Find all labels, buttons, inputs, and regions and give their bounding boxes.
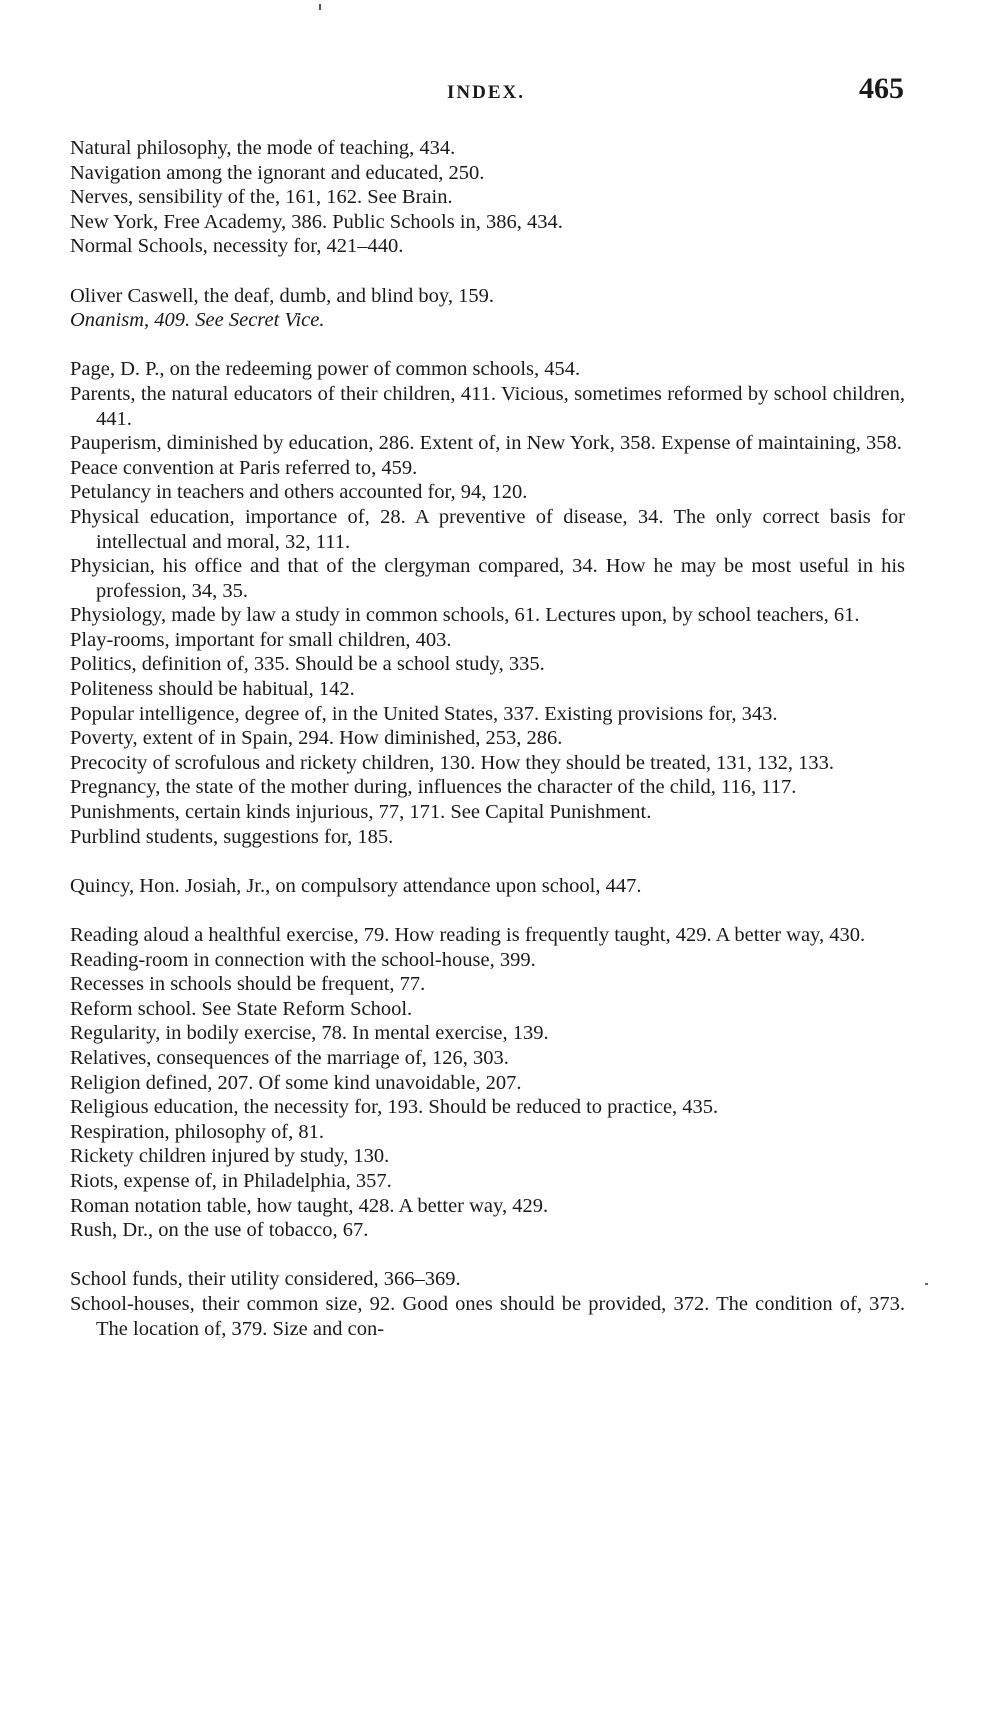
index-entry (70, 1095, 905, 1120)
entry-text: Navigation among the ignorant and educated, 250. (70, 161, 485, 184)
entry-text: Physiology, made by law a study in common schools, 61. Lectures upon, by school teachers, 61. (70, 604, 860, 627)
entry-text: Page, D. P., on the redeeming power of common schools, 454. (70, 358, 581, 381)
ink-smudge (319, 4, 321, 10)
index-entry (70, 480, 905, 505)
entry-text: Politics, definition of, 335. Should be a school study, 335. (70, 653, 545, 676)
index-entry (70, 1169, 905, 1194)
index-entry (70, 800, 905, 825)
entry-text: Religious education, the necessity for, 193. Should be reduced to practice, 435. (70, 1096, 719, 1119)
entry-text: New York, Free Academy, 386. Public Schools in, 386, 434. (70, 210, 563, 233)
index-entry (70, 874, 905, 899)
index-entry (70, 1021, 905, 1046)
index-entry (70, 948, 905, 973)
index-entry (70, 210, 905, 235)
entry-text: Popular intelligence, degree of, in the United States, 337. Existing provisions for, 343. (70, 702, 778, 725)
index-entry (70, 357, 905, 382)
index-entry (70, 284, 905, 309)
index-entry (70, 308, 905, 333)
entry-text: Reform school. See State Reform School. (70, 997, 413, 1020)
index-section-s (70, 1267, 905, 1341)
index-entry (70, 751, 905, 776)
index-entries (70, 136, 905, 1366)
index-entry (70, 456, 905, 481)
index-entry (70, 505, 905, 554)
index-entry (70, 628, 905, 653)
entry-text: Regularity, in bodily exercise, 78. In mental exercise, 139. (70, 1022, 549, 1045)
entry-text: Nerves, sensibility of the, 161, 162. See Brain. (70, 186, 453, 209)
index-entry (70, 1218, 905, 1243)
entry-text: Quincy, Hon. Josiah, Jr., on compulsory attendance upon school, 447. (70, 874, 642, 897)
index-section-n (70, 136, 905, 259)
index-entry (70, 431, 905, 456)
index-entry (70, 136, 905, 161)
entry-text: Punishments, certain kinds injurious, 77, 171. See Capital Punishment. (70, 801, 652, 824)
index-entry (70, 234, 905, 259)
entry-text: Rush, Dr., on the use of tobacco, 67. (70, 1219, 369, 1242)
entry-text: Play-rooms, important for small children, 403. (70, 628, 452, 651)
entry-text: Riots, expense of, in Philadelphia, 357. (70, 1169, 392, 1192)
index-entry (70, 382, 905, 431)
entry-text: Respiration, philosophy of, 81. (70, 1120, 324, 1143)
entry-text: Poverty, extent of in Spain, 294. How diminished, 253, 286. (70, 727, 563, 750)
entry-text: Oliver Caswell, the deaf, dumb, and blind boy, 159. (70, 284, 494, 307)
entry-text: Physical education, importance of, 28. A preventive of disease, 34. The only correct basis for intellectual and moral, 32, 111. (70, 505, 905, 553)
index-section-q (70, 874, 905, 899)
index-entry (70, 972, 905, 997)
page-number: 465 (859, 72, 904, 105)
index-entry (70, 1144, 905, 1169)
entry-text: Physician, his office and that of the clergyman compared, 34. How he may be most useful in his profession, 34, 35. (70, 555, 905, 602)
entry-text: School-houses, their common size, 92. Good ones should be provided, 372. The condition of, 373. The location of, 379. Size and con- (70, 1292, 905, 1340)
entry-text: School funds, their utility considered, 366–369. (70, 1268, 461, 1291)
entry-text: Onanism, 409. See Secret Vice. (70, 309, 325, 332)
entry-text: Reading aloud a healthful exercise, 79. How reading is frequently taught, 429. A better way, 430. (70, 924, 866, 946)
index-entry (70, 1046, 905, 1071)
entry-text: Rickety children injured by study, 130. (70, 1145, 390, 1168)
page-header (68, 72, 904, 112)
index-entry (70, 185, 905, 210)
entry-text: Pregnancy, the state of the mother during, influences the character of the child, 116, 117. (70, 776, 797, 799)
index-entry (70, 652, 905, 677)
index-entry (70, 603, 905, 628)
entry-text: Recesses in schools should be frequent, 77. (70, 973, 426, 996)
index-entry (70, 1071, 905, 1096)
index-entry (70, 161, 905, 186)
entry-text: Reading-room in connection with the school-house, 399. (70, 948, 536, 971)
entry-text: Peace convention at Paris referred to, 459. (70, 456, 418, 479)
index-entry (70, 554, 905, 603)
index-entry (70, 997, 905, 1022)
index-section-p (70, 357, 905, 849)
index-entry (70, 825, 905, 850)
index-entry (70, 1292, 905, 1341)
index-entry (70, 775, 905, 800)
entry-text: Precocity of scrofulous and rickety children, 130. How they should be treated, 131, 132, 133. (70, 751, 835, 774)
entry-text: Politeness should be habitual, 142. (70, 678, 355, 701)
entry-text: Parents, the natural educators of their children, 411. Vicious, sometimes reformed by school children, 441. (70, 382, 905, 430)
index-section-o (70, 284, 905, 333)
index-entry (70, 677, 905, 702)
entry-text: Relatives, consequences of the marriage of, 126, 303. (70, 1046, 509, 1069)
running-head: INDEX. (447, 82, 525, 103)
index-entry (70, 1120, 905, 1145)
entry-text: Normal Schools, necessity for, 421–440. (70, 235, 404, 258)
index-entry (70, 1194, 905, 1219)
index-entry (70, 923, 905, 948)
entry-text: Natural philosophy, the mode of teaching, 434. (70, 137, 456, 159)
entry-text: Petulancy in teachers and others accounted for, 94, 120. (70, 481, 528, 504)
entry-text: Purblind students, suggestions for, 185. (70, 825, 394, 848)
index-entry (70, 1267, 905, 1292)
ink-speck (925, 1283, 928, 1285)
index-entry (70, 726, 905, 751)
entry-text: Roman notation table, how taught, 428. A better way, 429. (70, 1194, 549, 1217)
index-entry (70, 702, 905, 727)
entry-text: Pauperism, diminished by education, 286. Extent of, in New York, 358. Expense of maintaining, 358. (70, 432, 902, 455)
index-section-r (70, 923, 905, 1243)
entry-text: Religion defined, 207. Of some kind unavoidable, 207. (70, 1071, 522, 1094)
